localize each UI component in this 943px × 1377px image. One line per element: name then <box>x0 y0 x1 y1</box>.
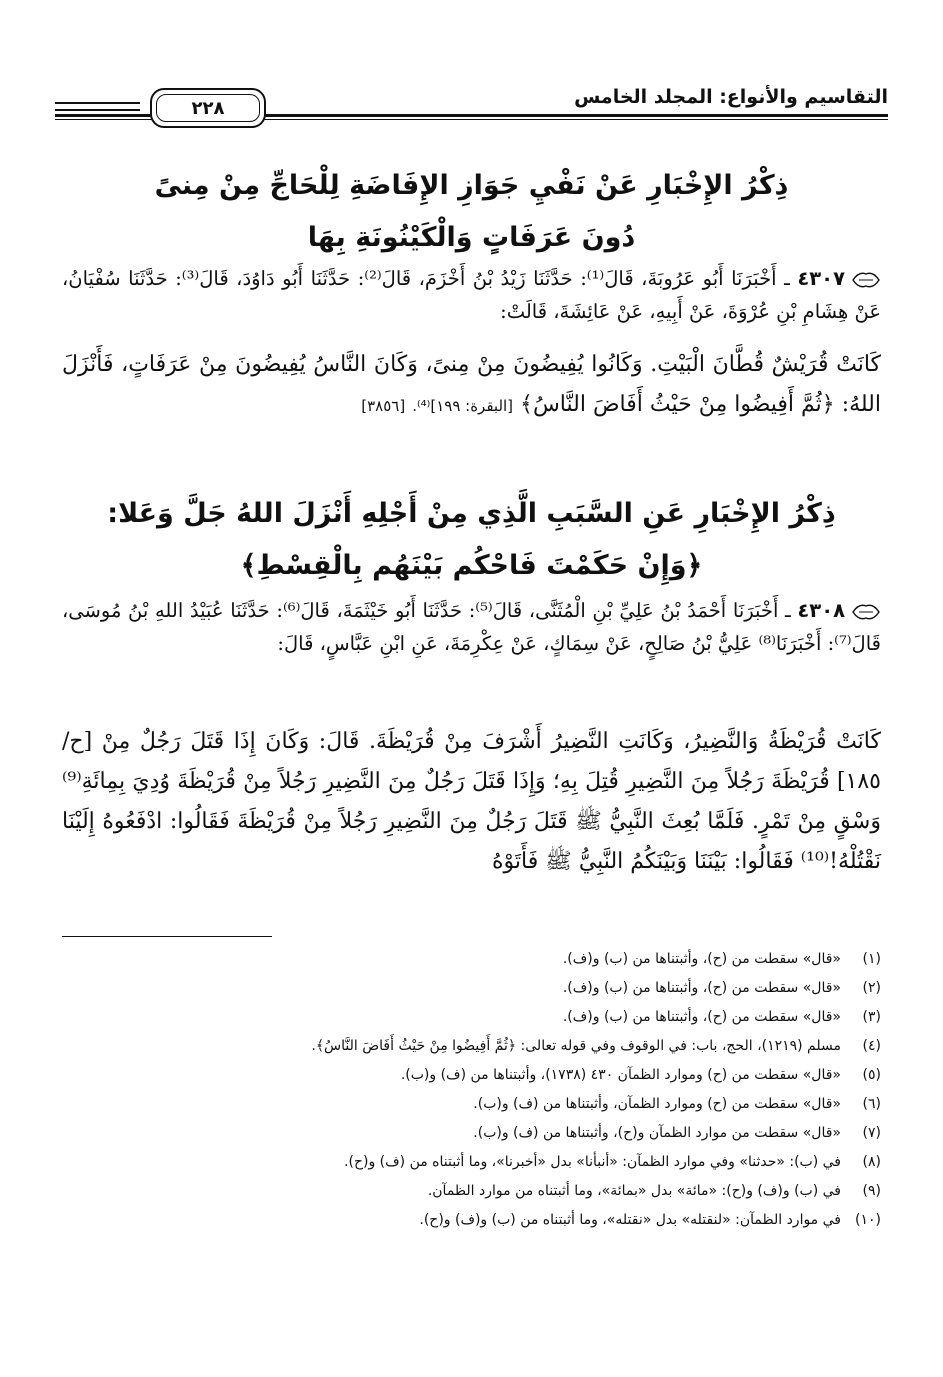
footnote <box>62 1095 881 1113</box>
page-number-frame <box>150 88 266 128</box>
footnote <box>62 1211 881 1229</box>
matn-text: كَانَتْ قُرَيْشٌ قُطَّانَ الْبَيْتِ. وَكَانُوا يُفِيضُونَ مِنْ مِنىً، وَكَانَ النَّاسُ يُفِيضُونَ مِنْ عَرَفَاتٍ، فَأَنْزَلَ اللهُ: ﴿ثُمَّ أَفِيضُوا مِنْ حَيْثُ أَفَاضَ النَّاسُ﴾ <box>62 352 881 417</box>
matn-text: كَانَتْ قُرَيْظَةُ وَالنَّضِيرُ، وَكَانَتِ النَّضِيرُ أَشْرَفَ مِنْ قُرَيْظَةَ. قَالَ: وَكَانَ إِذَا قَتَلَ رَجُلٌ مِنْ [ح/١٨٥] قُرَيْظَةَ رَجُلاً مِنَ النَّضِيرِ قُتِلَ بِهِ؛ وَإِذَا قَتَلَ رَجُلٌ مِنَ النَّضِيرِ رَجُلاً مِنْ قُرَيْظَةَ وُدِيَ بِمِائَةِ⁽⁹⁾ وَسْقٍ مِنْ تَمْرٍ. فَلَمَّا بُعِثَ النَّبِيُّ ﷺ قَتَلَ رَجُلٌ مِنَ النَّضِيرِ رَجُلاً مِنْ قُرَيْظَةَ فَقَالُوا: ادْفَعُوهُ إِلَيْنَا نَقْتُلْهُ!⁽¹⁰⁾ فَقَالُوا: بَيْنَنَا وَبَيْنَكُمُ النَّبِيُّ ﷺ فَأَتَوْهُ <box>62 729 881 874</box>
footnote-separator <box>62 936 272 937</box>
footnote-number: (٤) <box>862 1038 881 1054</box>
hadith-4308-isnad <box>62 594 881 660</box>
footnote-number: (٨) <box>862 1154 881 1170</box>
footnote-text: مسلم (١٢١٩)، الحج، باب: في الوقوف وفي قوله تعالى: ﴿ثُمَّ أَفِيضُوا مِنْ حَيْثُ أَفَاضَ النَّاسُ﴾. <box>311 1038 841 1054</box>
hadith-4307-isnad <box>62 262 881 328</box>
footnote-number: (٣) <box>862 1009 881 1025</box>
footnote <box>62 1182 881 1200</box>
footnote <box>62 979 881 997</box>
footnote-text: «قال» سقطت من موارد الظمآن و(ح)، وأثبتناها من (ف) و(ب). <box>473 1125 841 1141</box>
page-header <box>55 72 888 132</box>
header-ornament-line <box>55 102 140 111</box>
hadith-4308-matn <box>62 722 881 882</box>
isnad-text: ـ أَخْبَرَنَا أَحْمَدُ بْنُ عَلِيِّ بْنِ الْمُثَنَّى، قَالَ⁽⁵⁾: حَدَّثَنَا أَبُو خَيْثَمَةَ، قَالَ⁽⁶⁾: حَدَّثَنَا عُبَيْدُ اللهِ بْنُ مُوسَى، قَالَ⁽⁷⁾: أَخْبَرَنَا⁽⁸⁾ عَلِيُّ بْنُ صَالِحٍ، عَنْ سِمَاكٍ، عَنْ عِكْرِمَةَ، عَنِ ابْنِ عَبَّاسٍ، قَالَ: <box>62 599 881 655</box>
heading-1-line-2: دُونَ عَرَفَاتٍ وَالْكَيْنُونَةِ بِهَا <box>307 222 636 253</box>
footnote-number: (٦) <box>862 1096 881 1112</box>
khabar-ornament-icon <box>851 602 881 622</box>
footnote-text: «قال» سقطت من (ح) وموارد الظمآن ٤٣٠ (١٧٣٨)، وأثبتناها من (ف) و(ب). <box>400 1067 841 1083</box>
footnote <box>62 1066 881 1084</box>
heading-1-line-1: ذِكْرُ الإِخْبَارِ عَنْ نَفْيِ جَوَازِ الإِفَاضَةِ لِلْحَاجِّ مِنْ مِنىً <box>154 170 789 201</box>
heading-2-line-1: ذِكْرُ الإِخْبَارِ عَنِ السَّبَبِ الَّذِي مِنْ أَجْلِهِ أَنْزَلَ اللهُ جَلَّ وَعَلا: <box>107 498 836 529</box>
footnote-text: «قال» سقطت من (ح) وموارد الظمآن، وأثبتناها من (ف) و(ب). <box>473 1096 841 1112</box>
footnote-number: (٧) <box>862 1125 881 1141</box>
footnote <box>62 1124 881 1142</box>
khabar-ornament-icon <box>851 270 881 290</box>
footnote <box>62 1008 881 1026</box>
footnote <box>62 1153 881 1171</box>
isnad-text: ـ أَخْبَرَنَا أَبُو عَرُوبَةَ، قَالَ⁽¹⁾: حَدَّثَنَا زَيْدُ بْنُ أَخْزَمَ، قَالَ⁽²⁾: حَدَّثَنَا أَبُو دَاوُدَ، قَالَ⁽³⁾: حَدَّثَنَا سُفْيَانُ، عَنْ هِشَامِ بْنِ عُرْوَةَ، عَنْ أَبِيهِ، عَنْ عَائِشَةَ، قَالَتْ: <box>62 267 881 323</box>
footnote <box>62 950 881 968</box>
page-number: ٢٢٨ <box>156 94 260 122</box>
footnotes <box>62 950 881 1240</box>
footnote-number: (٩) <box>862 1183 881 1199</box>
hadith-number: ٤٣٠٧ <box>797 267 845 290</box>
hadith-4307-matn <box>62 345 881 426</box>
footnote-number: (٢) <box>862 980 881 996</box>
hadith-number: ٤٣٠٨ <box>797 599 845 622</box>
footnote-text: في موارد الظمآن: «لنقتله» بدل «نقتله»، وما أثبتناه من (ب) و(ف) و(ح). <box>419 1212 841 1228</box>
footnote-text: في (ب) و(ف) و(ح): «مائة» بدل «بمائة»، وما أثبتناه من موارد الظمآن. <box>427 1183 841 1199</box>
footnote <box>62 1037 881 1055</box>
chapter-heading-1 <box>60 160 883 264</box>
footnote-text: «قال» سقطت من (ح)، وأثبتناها من (ب) و(ف). <box>562 980 841 996</box>
heading-2-line-2: ﴿وَإِنْ حَكَمْتَ فَاحْكُم بَيْنَهُم بِالْقِسْطِ﴾ <box>240 550 703 581</box>
footnote-text: «قال» سقطت من (ح)، وأثبتناها من (ب) و(ف). <box>562 951 841 967</box>
footnote-number: (١) <box>862 951 881 967</box>
quran-reference: [البقرة: ١٩٩]⁽⁴⁾. <box>412 397 514 415</box>
running-title: التقاسيم والأنواع: المجلد الخامس <box>574 86 888 108</box>
footnote-number: (١٠) <box>855 1212 881 1228</box>
footnote-text: «قال» سقطت من (ح)، وأثبتناها من (ب) و(ف). <box>562 1009 841 1025</box>
cross-reference: [٣٨٥٦] <box>361 397 406 415</box>
chapter-heading-2 <box>60 488 883 592</box>
footnote-number: (٥) <box>862 1067 881 1083</box>
footnote-text: في (ب): «حدثنا» وفي موارد الظمآن: «أنبأنا» بدل «أخبرنا»، وما أثبتناه من (ف) و(ح). <box>344 1154 841 1170</box>
